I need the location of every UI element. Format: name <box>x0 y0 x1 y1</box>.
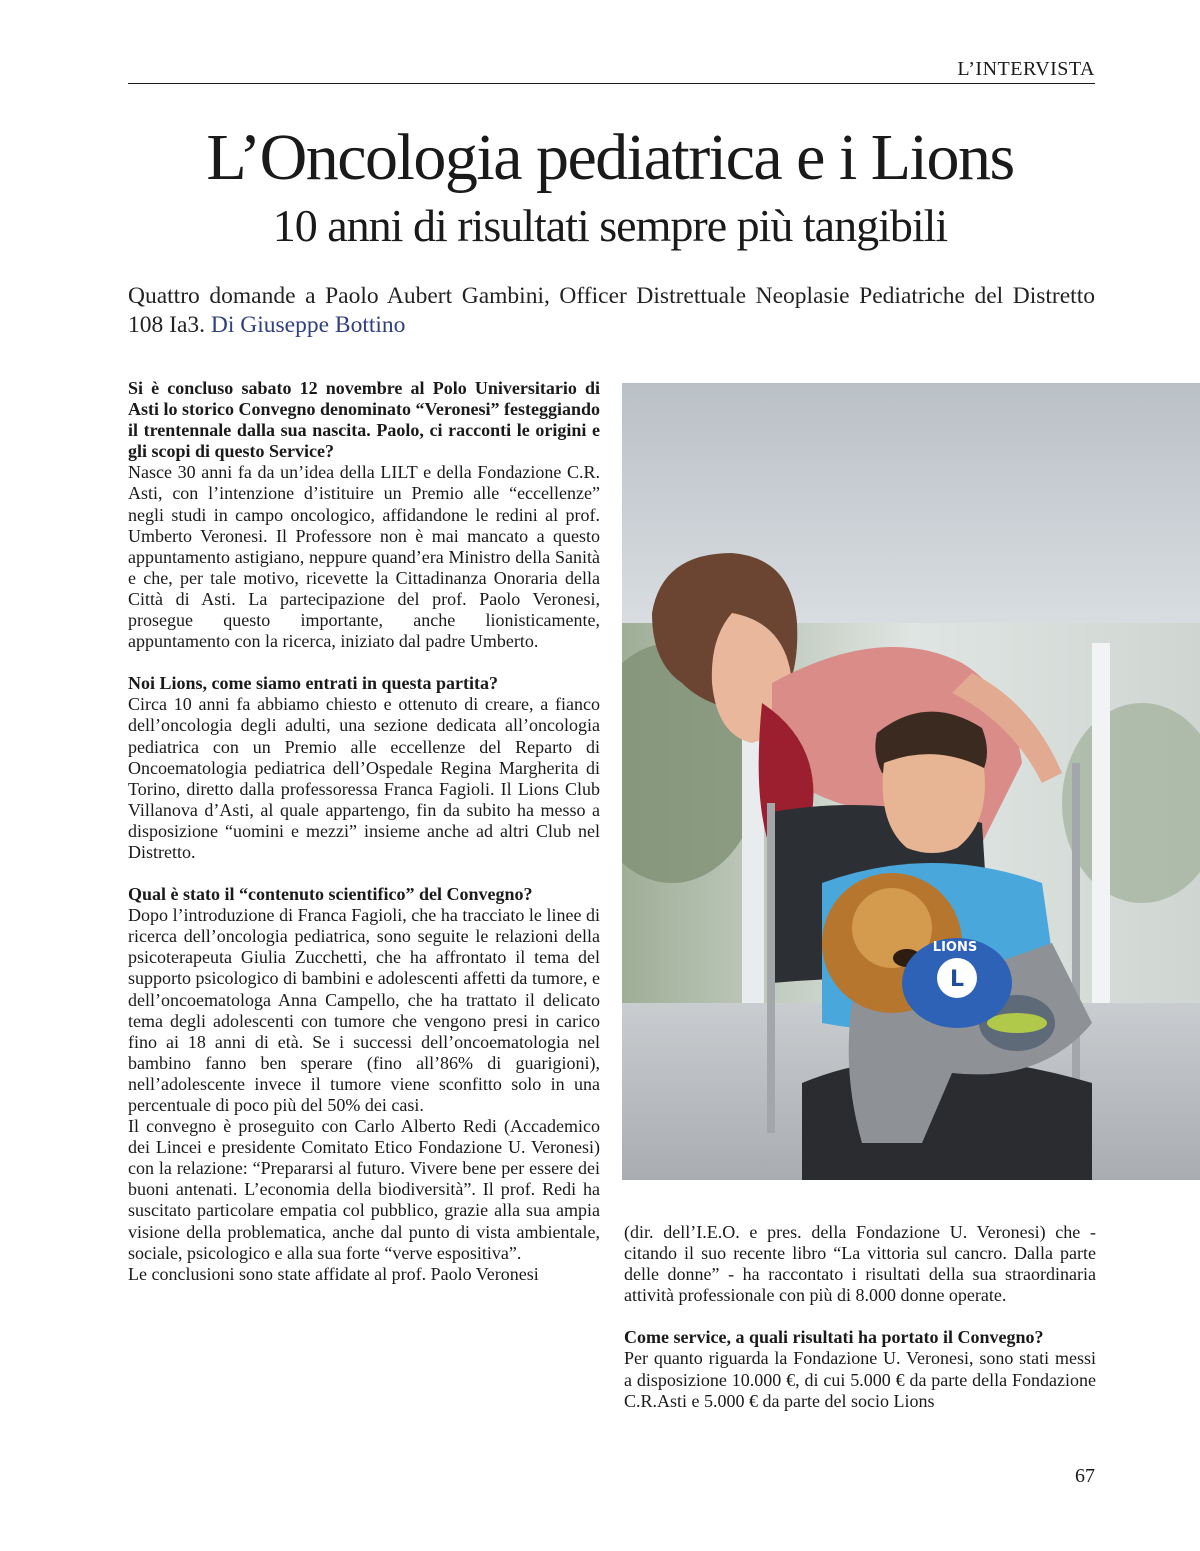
question-2: Noi Lions, come siamo entrati in questa partita? <box>128 673 498 694</box>
article-intro <box>128 282 1095 340</box>
lions-shirt-text: LIONS <box>932 940 978 955</box>
right-column <box>624 1222 1096 1412</box>
answer-1: Nasce 30 anni fa da un’idea della LILT e della Fondazione C.R. Asti, con l’intenzione d’istituire un Premio alle “eccellenze” negli studi in campo oncologico, affidandone le redini al prof. Umberto Veronesi. Il Professore non è mai mancato a questo appuntamento astigiano, neppure quand’era Ministro della Sanità e che, per tale motivo, ricevette la Cittadinanza Onoraria della Città di Asti. La partecipazione del prof. Paolo Veronesi, prosegue questo importante, anche lionisticamente, appuntamento con la ricerca, iniziato dal padre Umberto. <box>128 462 600 652</box>
photo-illustration <box>622 383 1200 1180</box>
answer-2: Circa 10 anni fa abbiamo chiesto e ottenuto di creare, a fianco dell’oncologia degli adulti, una sezione dedicata all’oncologia pediatrica con un Premio alle eccellenze del Reparto di Oncoematologia pediatrica dell’Ospedale Regina Margherita di Torino, diretto dalla professoressa Franca Fagioli. Il Lions Club Villanova d’Asti, al quale appartengo, fin da subito ha messo a disposizione “uomini e mezzi” insieme anche ad altri Club nel Distretto. <box>128 694 600 862</box>
answer-3-continued: Il convegno è proseguito con Carlo Alberto Redi (Accademico dei Lincei e presidente Comitato Etico Fondazione U. Veronesi) con la relazione: “Prepararsi al futuro. Vivere bene per essere dei buoni antenati. L’economia della biodiversità”. Il prof. Redi ha suscitato particolare empatia col pubblico, grazie alla sua ampia visione della problematica, anche dal punto di vista ambientale, sociale, psicologico e alla sua forte “verve espositiva”. <box>128 1116 600 1263</box>
left-column <box>128 378 600 1285</box>
article-photo <box>622 383 1200 1180</box>
lions-logo-letter: L <box>949 967 965 992</box>
answer-3-end: (dir. dell’I.E.O. e pres. della Fondazione U. Veronesi) che - citando il suo recente libro “La vittoria sul cancro. Dalla parte delle donne” - ha raccontato i risultati della sua straordinaria attività professionale con più di 8.000 donne operate. <box>624 1222 1096 1306</box>
question-4: Come service, a quali risultati ha portato il Convegno? <box>624 1327 1044 1348</box>
section-label: L’INTERVISTA <box>957 58 1095 80</box>
article-title: L’Oncologia pediatrica e i Lions <box>206 121 1014 194</box>
question-1: Si è concluso sabato 12 novembre al Polo Universitario di Asti lo storico Convegno denominato “Veronesi” festeggiando il trentennale dalla sua nascita. Paolo, ci racconti le origini e gli scopi di questo Service? <box>128 378 600 462</box>
answer-3-conclusion: Le conclusioni sono state affidate al prof. Paolo Veronesi <box>128 1263 539 1284</box>
top-rule <box>128 83 1095 84</box>
question-3: Qual è stato il “contenuto scientifico” del Convegno? <box>128 884 533 905</box>
author-byline: Di Giuseppe Bottino <box>210 312 406 338</box>
article-subtitle: 10 anni di risultati sempre più tangibili <box>272 200 948 251</box>
intro-text: Quattro domande a Paolo Aubert Gambini, Officer Distrettuale Neoplasie Pediatriche del Distretto 108 Ia3. <box>128 283 1095 338</box>
page-number: 67 <box>1075 1465 1095 1487</box>
answer-4: Per quanto riguarda la Fondazione U. Veronesi, sono stati messi a disposizione 10.000 €, di cui 5.000 € da parte della Fondazione C.R.Asti e 5.000 € da parte del socio Lions <box>624 1348 1096 1411</box>
answer-3: Dopo l’introduzione di Franca Fagioli, che ha tracciato le linee di ricerca dell’oncologia pediatrica, sono seguite le relazioni della psicoterapeuta Giulia Zucchetti, che ha affrontato il tema del supporto psicologico di bambini e adolescenti affetti da tumore, e dell’oncoematologa Anna Campello, che ha trattato il delicato tema degli adolescenti con tumore che vengono presi in carico fino ai 18 anni di età. Se i successi dell’oncoematologia nel bambino fanno ben sperare (fino all’86% di guarigioni), nell’adolescente invece il tumore viene sconfitto solo in una percentuale di poco più del 50% dei casi. <box>128 905 600 1115</box>
